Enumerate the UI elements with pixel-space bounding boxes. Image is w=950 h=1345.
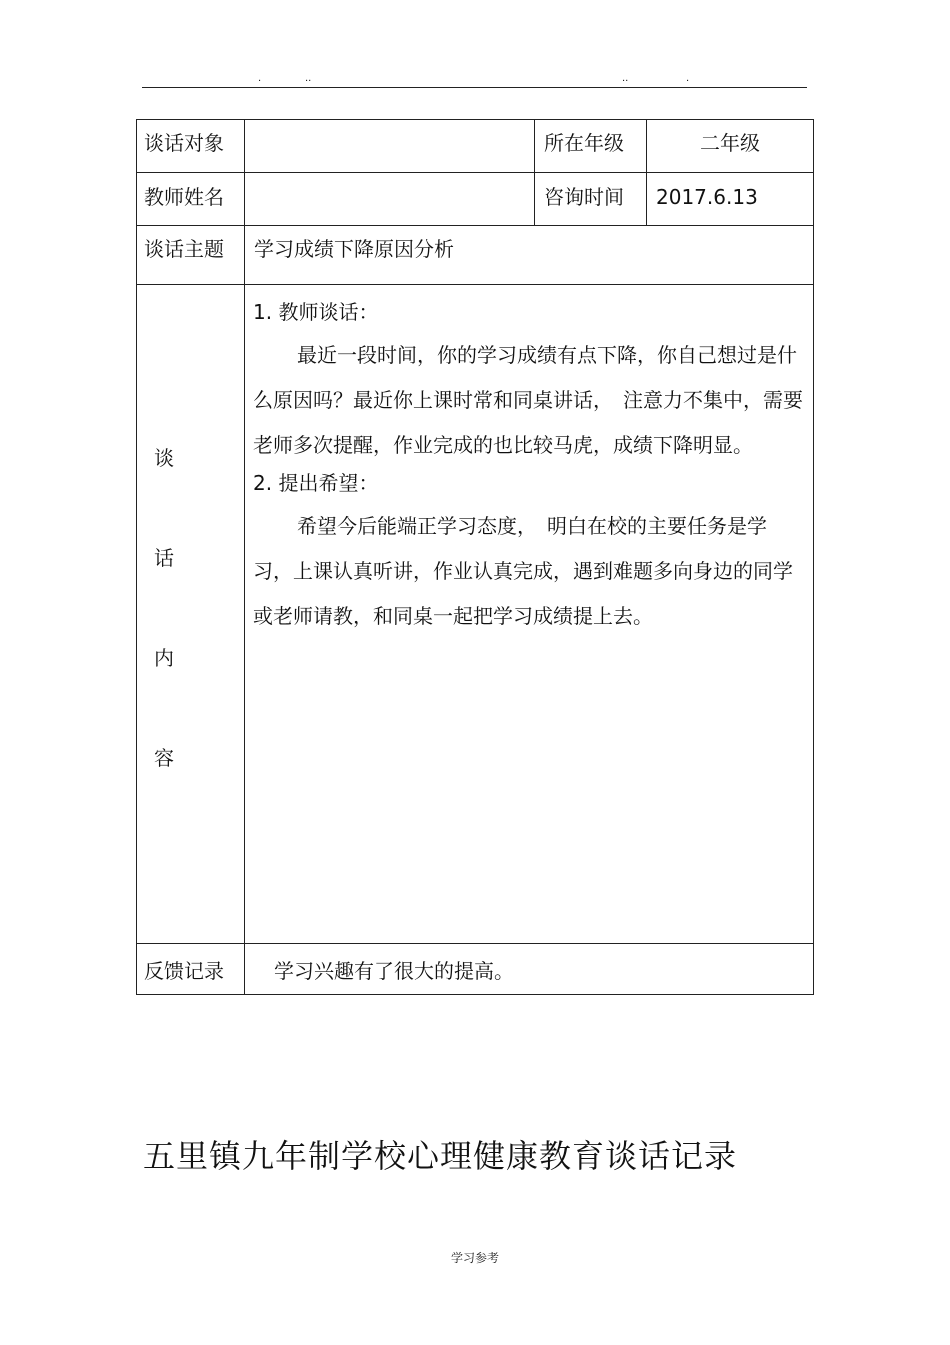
hope-text: 希望今后能端正学习态度， 明白在校的主要任务是学习，上课认真听讲，作业认真完成，遇到难题多向身边的同学或老师请教，和同桌一起把学习成绩提上去。 [253, 514, 793, 628]
table-row-divider [136, 172, 814, 173]
table-row-divider [136, 284, 814, 285]
table-border-left [136, 119, 137, 994]
feedback-label: 反馈记录 [144, 959, 224, 983]
header-dot: .. [622, 73, 629, 84]
header-rule [142, 87, 807, 88]
content-label-char: 谈 [154, 446, 174, 470]
document-title: 五里镇九年制学校心理健康教育谈话记录 [143, 1137, 738, 1175]
table-col-divider [244, 119, 245, 994]
header-dot: . [258, 73, 262, 84]
teacher-name-label: 教师姓名 [144, 185, 224, 209]
content-label-char: 内 [154, 646, 174, 670]
consult-time-value: 2017.6.13 [656, 185, 758, 209]
grade-label: 所在年级 [544, 131, 624, 155]
section-heading: 1. 教师谈话： [253, 300, 379, 324]
content-label-char: 话 [154, 546, 174, 570]
table-row-divider [136, 943, 814, 944]
topic-label: 谈话主题 [144, 237, 224, 261]
table-border-right [813, 119, 814, 994]
page-footer: 学习参考 [450, 1251, 499, 1265]
header-dot: .. [305, 73, 312, 84]
topic-value: 学习成绩下降原因分析 [254, 237, 454, 261]
table-row-divider [136, 225, 814, 226]
grade-value: 二年级 [700, 131, 760, 155]
table-col-divider [534, 119, 535, 225]
table-border-bottom [136, 994, 814, 995]
table-border-top [136, 119, 814, 120]
section-heading: 2. 提出希望： [253, 471, 379, 495]
feedback-value: 学习兴趣有了很大的提高。 [274, 959, 514, 983]
consult-time-label: 咨询时间 [544, 185, 624, 209]
teacher-talk-text: 最近一段时间，你的学习成绩有点下降，你自己想过是什么原因吗？最近你上课时常和同桌讲话， 注意力不集中，需要老师多次提醒，作业完成的也比较马虎，成绩下降明显。 [253, 343, 803, 457]
header-dot: . [686, 73, 690, 84]
content-label-char: 容 [154, 746, 174, 770]
conversation-content [253, 300, 805, 639]
subject-label: 谈话对象 [144, 131, 224, 155]
